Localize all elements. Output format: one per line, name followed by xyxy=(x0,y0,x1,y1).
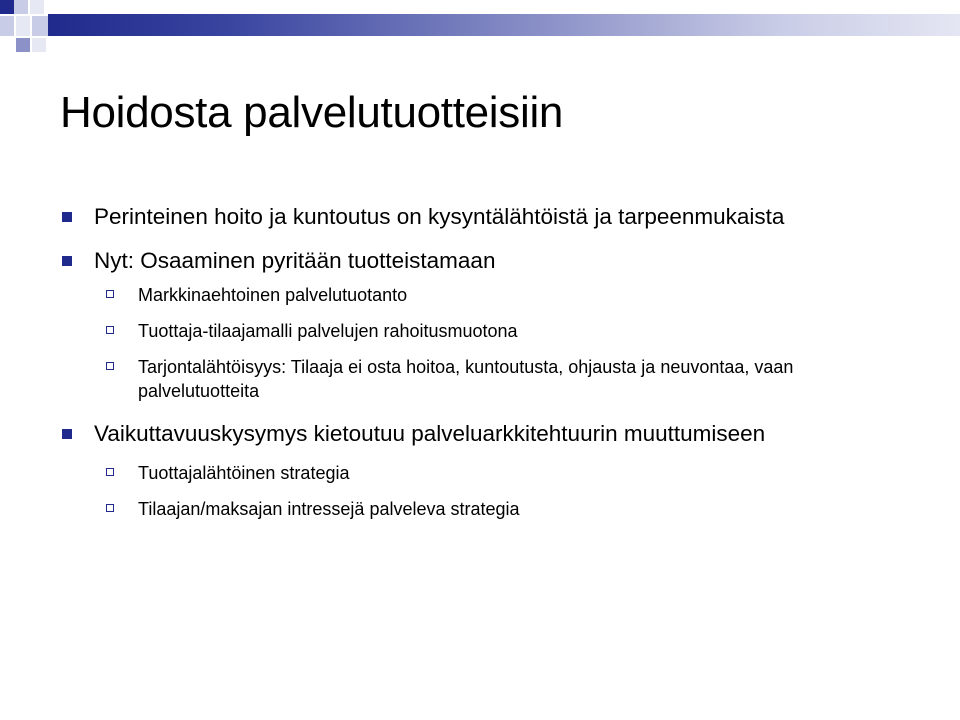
hollow-square-bullet-icon xyxy=(106,290,114,298)
bullet-text: Perinteinen hoito ja kuntoutus on kysyntälähtöistä ja tarpeenmukaista xyxy=(94,204,785,229)
filled-square-bullet-icon xyxy=(62,429,72,439)
decor-square xyxy=(0,0,14,14)
hollow-square-bullet-icon xyxy=(106,362,114,370)
header-gradient-bar xyxy=(48,14,960,36)
sub-bullet-item xyxy=(60,497,910,521)
decor-square xyxy=(16,38,30,52)
bullet-text: Vaikuttavuuskysymys kietoutuu palveluarkkitehtuurin muuttumiseen xyxy=(94,421,766,446)
decor-square xyxy=(0,16,14,36)
bullet-item xyxy=(60,204,910,230)
bullet-text: Nyt: Osaaminen pyritään tuotteistamaan xyxy=(94,248,496,273)
sub-bullet-text: Tuottajalähtöinen strategia xyxy=(138,463,350,483)
sub-bullet-text: Tuottaja-tilaajamalli palvelujen rahoitusmuotona xyxy=(138,321,518,341)
decor-square xyxy=(16,16,30,36)
sub-bullet-item xyxy=(60,283,910,307)
hollow-square-bullet-icon xyxy=(106,468,114,476)
sub-bullet-text: Tarjontalähtöisyys: Tilaaja ei osta hoitoa, kuntoutusta, ohjausta ja neuvontaa, vaan palvelutuotteita xyxy=(138,357,794,401)
bullet-item xyxy=(60,248,910,274)
decor-square xyxy=(32,16,48,36)
decor-square xyxy=(14,0,28,14)
sub-bullet-item xyxy=(60,319,910,343)
hollow-square-bullet-icon xyxy=(106,504,114,512)
hollow-square-bullet-icon xyxy=(106,326,114,334)
filled-square-bullet-icon xyxy=(62,256,72,266)
slide-title: Hoidosta palvelutuotteisiin xyxy=(60,88,564,137)
filled-square-bullet-icon xyxy=(62,212,72,222)
bullet-item xyxy=(60,417,910,451)
slide-body xyxy=(60,204,910,521)
sub-bullet-item xyxy=(60,355,910,403)
sub-bullet-item xyxy=(60,461,910,485)
sub-bullet-text: Markkinaehtoinen palvelutuotanto xyxy=(138,285,408,305)
decor-square xyxy=(30,0,44,14)
decor-square xyxy=(32,38,46,52)
sub-bullet-text: Tilaajan/maksajan intressejä palveleva strategia xyxy=(138,499,520,519)
